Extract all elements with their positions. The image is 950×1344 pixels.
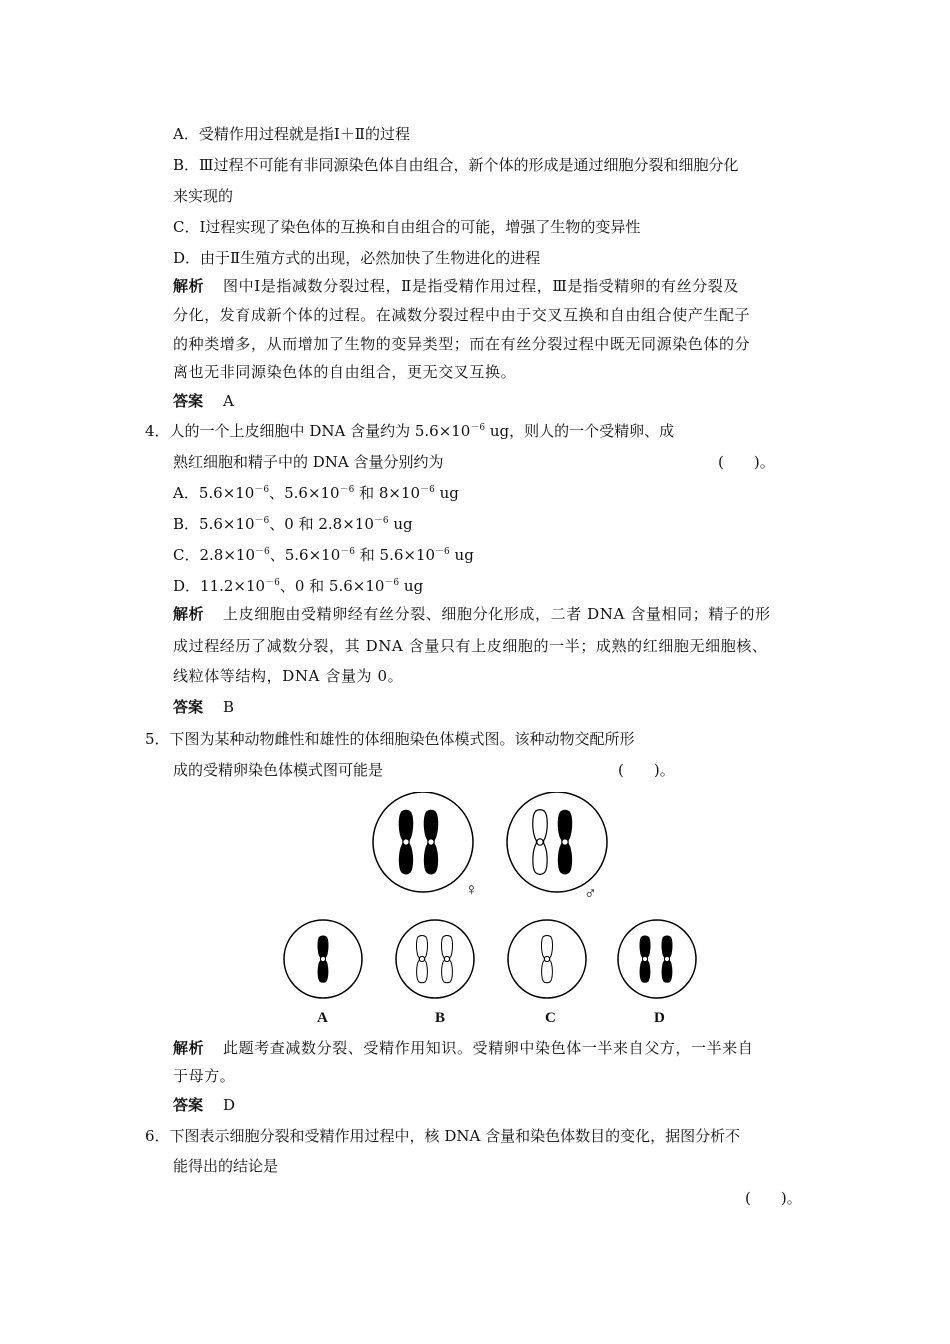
female-symbol-icon: ♀	[465, 880, 478, 899]
q4-analysis-line-2: 成过程经历了减数分裂，其 DNA 含量只有上皮细胞的一半；成熟的红细胞无细胞核、	[173, 637, 768, 655]
q3-option-a: A．受精作用过程就是指Ⅰ＋Ⅱ的过程	[173, 125, 410, 143]
q3-analysis-line-1: 解析 图中Ⅰ是指减数分裂过程，Ⅱ是指受精作用过程，Ⅲ是指受精卵的有丝分裂及	[173, 277, 739, 295]
q3-option-c: C．Ⅰ过程实现了染色体的互换和自由组合的可能，增强了生物的变异性	[173, 218, 641, 236]
answer-label: 答案	[173, 392, 204, 410]
chromosome-figure	[270, 792, 710, 1032]
caption-a: A	[317, 1010, 328, 1026]
q6-answer-blank: ( )。	[745, 1189, 802, 1207]
q6-stem-line-2: 能得出的结论是	[173, 1157, 279, 1175]
answer-label: 答案	[173, 1096, 204, 1114]
q5-analysis-line-1: 解析 此题考查减数分裂、受精作用知识。受精卵中染色体一半来自父方，一半来自	[173, 1039, 754, 1057]
q3-analysis-line-2: 分化，发育成新个体的过程。在减数分裂过程中由于交叉互换和自由组合使产生配子	[173, 306, 751, 324]
q4-answer: 答案 B	[173, 698, 235, 716]
chromosome-diagram	[270, 792, 710, 1032]
q3-analysis-line-4: 离也无非同源染色体的自由组合，更无交叉互换。	[173, 363, 517, 381]
analysis-label: 解析	[173, 277, 205, 295]
q3-option-b-cont: 来实现的	[173, 187, 234, 205]
caption-d: D	[654, 1010, 665, 1026]
q5-stem-line-1: 5．下图为某种动物雌性和雄性的体细胞染色体模式图。该种动物交配所形	[145, 730, 635, 748]
analysis-label: 解析	[173, 1039, 205, 1057]
q4-option-b: B．$5.6\times 10^{-6}$、0 和 $2.8\times 10^{-6}$ ug	[173, 515, 413, 533]
analysis-label: 解析	[173, 605, 205, 623]
q4-analysis-line-3: 线粒体等结构，DNA 含量为 0。	[173, 667, 404, 685]
q6-stem-line-1: 6．下图表示细胞分裂和受精作用过程中，核 DNA 含量和染色体数目的变化，据图分析不	[145, 1127, 741, 1145]
q5-answer: 答案 D	[173, 1096, 236, 1114]
q5-stem-line-2: 成的受精卵染色体模式图可能是	[173, 761, 384, 779]
q4-stem-line-1: 4．人的一个上皮细胞中 DNA 含量约为 $5.6\times 10^{-6}$ ug，则人的一个受精卵、成	[145, 422, 675, 440]
q4-option-c: C．$2.8\times 10^{-6}$、$5.6\times 10^{-6}$ 和 $5.6\times 10^{-6}$ ug	[173, 546, 474, 564]
q5-answer-blank: ( )。	[618, 761, 675, 779]
caption-c: C	[545, 1010, 556, 1026]
q3-option-d: D．由于Ⅱ生殖方式的出现，必然加快了生物进化的进程	[173, 249, 541, 267]
q4-answer-blank: ( )。	[718, 453, 775, 471]
q4-analysis-line-1: 解析 上皮细胞由受精卵经有丝分裂、细胞分化形成，二者 DNA 含量相同；精子的形	[173, 605, 771, 623]
option-cell-a	[284, 920, 362, 998]
male-cell	[507, 792, 607, 892]
female-cell	[373, 792, 473, 892]
caption-b: B	[435, 1010, 446, 1026]
male-symbol-icon: ♂	[584, 884, 597, 903]
q4-option-a: A．$5.6\times 10^{-6}$、$5.6\times 10^{-6}$ 和 $8\times 10^{-6}$ ug	[173, 484, 459, 502]
option-cell-d	[618, 920, 696, 998]
q3-option-b: B．Ⅲ过程不可能有非同源染色体自由组合，新个体的形成是通过细胞分裂和细胞分化	[173, 156, 739, 174]
option-cell-c	[508, 920, 586, 998]
option-cell-b	[396, 920, 474, 998]
q5-analysis-line-2: 于母方。	[173, 1067, 236, 1085]
answer-label: 答案	[173, 698, 204, 716]
q4-stem-line-2: 熟红细胞和精子中的 DNA 含量分别约为	[173, 453, 444, 471]
q4-option-d: D．$11.2\times 10^{-6}$、0 和 $5.6\times 10^{-6}$ ug	[173, 577, 424, 595]
q3-answer: 答案 A	[173, 392, 234, 410]
q3-analysis-line-3: 的种类增多，从而增加了生物的变异类型；而在有丝分裂过程中既无同源染色体的分	[173, 335, 751, 353]
